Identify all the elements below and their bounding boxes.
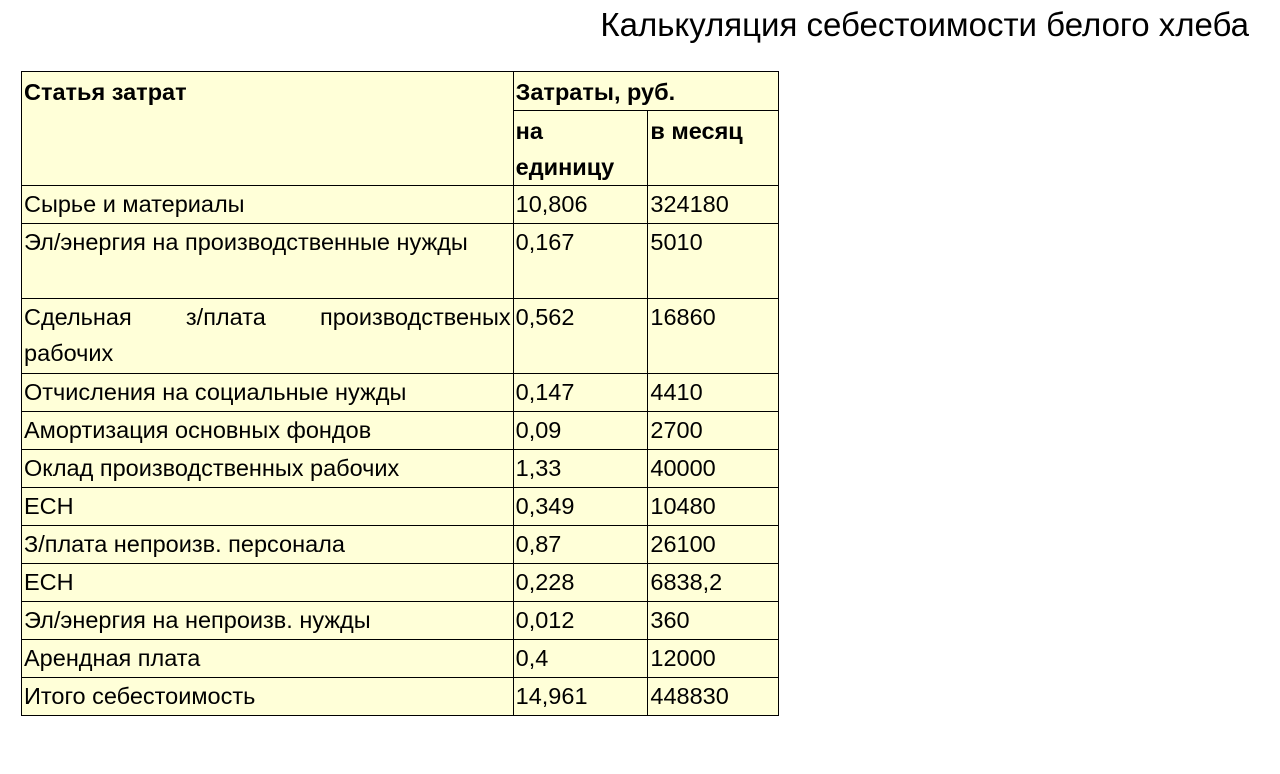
row-per-unit: 0,167 <box>513 224 648 299</box>
row-per-unit: 0,87 <box>513 526 648 564</box>
cost-table <box>21 71 779 716</box>
row-item: ЕСН <box>22 564 514 602</box>
table-row-total <box>22 678 779 716</box>
row-per-unit: 1,33 <box>513 450 648 488</box>
row-item: Эл/энергия на производственные нужды <box>22 224 514 299</box>
row-item: Сдельная з/плата производственых рабочих <box>22 299 514 374</box>
row-per-unit: 14,961 <box>513 678 648 716</box>
table-row <box>22 412 779 450</box>
table-row <box>22 640 779 678</box>
row-item: Арендная плата <box>22 640 514 678</box>
row-per-month: 324180 <box>648 186 779 224</box>
header-per-month: в месяц <box>648 111 779 186</box>
row-per-month: 12000 <box>648 640 779 678</box>
row-item: З/плата непроизв. персонала <box>22 526 514 564</box>
row-per-unit: 0,228 <box>513 564 648 602</box>
row-per-unit: 0,349 <box>513 488 648 526</box>
row-item: Сырье и материалы <box>22 186 514 224</box>
row-per-month: 40000 <box>648 450 779 488</box>
row-per-month: 6838,2 <box>648 564 779 602</box>
row-per-month: 4410 <box>648 374 779 412</box>
row-per-unit: 0,562 <box>513 299 648 374</box>
row-per-unit: 0,012 <box>513 602 648 640</box>
table-header-row <box>22 72 779 111</box>
row-per-unit: 0,4 <box>513 640 648 678</box>
page-title: Калькуляция себестоимости белого хлеба <box>600 6 1249 43</box>
table-row <box>22 602 779 640</box>
row-item: Амортизация основных фондов <box>22 412 514 450</box>
header-item: Статья затрат <box>22 72 514 186</box>
row-item: Оклад производственных рабочих <box>22 450 514 488</box>
row-per-month: 26100 <box>648 526 779 564</box>
header-per-unit: на единицу <box>513 111 648 186</box>
table-row <box>22 186 779 224</box>
table-row <box>22 450 779 488</box>
row-item: ЕСН <box>22 488 514 526</box>
header-costs: Затраты, руб. <box>513 72 778 111</box>
row-item: Итого себестоимость <box>22 678 514 716</box>
row-per-month: 5010 <box>648 224 779 299</box>
row-per-month: 360 <box>648 602 779 640</box>
row-per-unit: 10,806 <box>513 186 648 224</box>
table-row <box>22 374 779 412</box>
table-row <box>22 564 779 602</box>
row-item: Отчисления на социальные нужды <box>22 374 514 412</box>
row-per-unit: 0,09 <box>513 412 648 450</box>
row-per-unit: 0,147 <box>513 374 648 412</box>
row-per-month: 16860 <box>648 299 779 374</box>
table-row <box>22 299 779 374</box>
table-row <box>22 224 779 299</box>
row-per-month: 10480 <box>648 488 779 526</box>
row-per-month: 448830 <box>648 678 779 716</box>
row-item: Эл/энергия на непроизв. нужды <box>22 602 514 640</box>
row-per-month: 2700 <box>648 412 779 450</box>
table-row <box>22 526 779 564</box>
table-row <box>22 488 779 526</box>
